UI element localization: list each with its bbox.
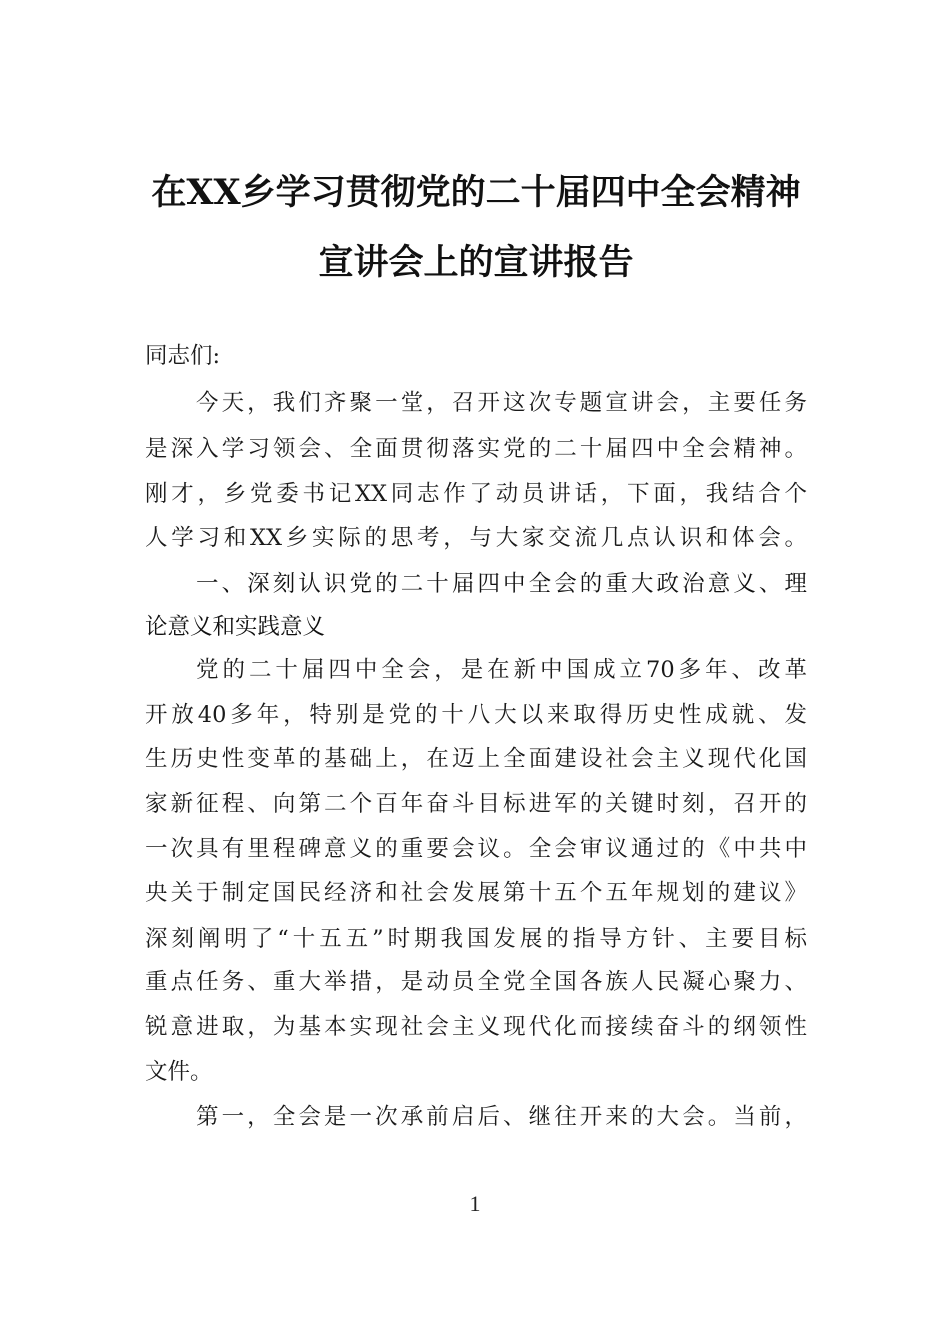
paragraph-line: 一次具有里程碑意义的重要会议。全会审议通过的《中共中 (145, 836, 807, 862)
page-number: 1 (469, 1191, 481, 1216)
paragraph-line: 锐意进取，为基本实现社会主义现代化而接续奋斗的纲领性 (145, 1014, 807, 1040)
paragraph-line: 党的二十届四中全会，是在新中国成立70多年、改革 (196, 657, 807, 683)
document-title-line-1: 在XX乡学习贯彻党的二十届四中全会精神 (151, 172, 801, 213)
salutation: 同志们: (145, 343, 221, 369)
paragraph-line: 央关于制定国民经济和社会发展第十五个五年规划的建议》 (145, 880, 807, 906)
paragraph-line: 开放40多年，特别是党的十八大以来取得历史性成就、发 (145, 702, 807, 728)
paragraph-line: 第一，全会是一次承前启后、继往开来的大会。当前， (196, 1104, 807, 1130)
paragraph-line: 文件。 (145, 1059, 213, 1085)
section-heading-line: 一、深刻认识党的二十届四中全会的重大政治意义、理 (196, 571, 807, 597)
paragraph-line: 生历史性变革的基础上，在迈上全面建设社会主义现代化国 (145, 746, 807, 772)
section-heading-line: 论意义和实践意义 (145, 614, 326, 640)
paragraph-line: 深刻阐明了“十五五”时期我国发展的指导方针、主要目标 (145, 926, 807, 952)
paragraph-line: 重点任务、重大举措，是动员全党全国各族人民凝心聚力、 (145, 969, 807, 995)
document-title-line-2: 宣讲会上的宣讲报告 (318, 242, 634, 283)
paragraph-line: 刚才，乡党委书记XX同志作了动员讲话，下面，我结合个 (145, 481, 807, 507)
paragraph-line: 人学习和XX乡实际的思考，与大家交流几点认识和体会。 (145, 525, 807, 551)
paragraph-line: 今天，我们齐聚一堂，召开这次专题宣讲会，主要任务 (196, 390, 807, 416)
paragraph-line: 家新征程、向第二个百年奋斗目标进军的关键时刻，召开的 (145, 791, 807, 817)
paragraph-line: 是深入学习领会、全面贯彻落实党的二十届四中全会精神。 (145, 436, 807, 462)
